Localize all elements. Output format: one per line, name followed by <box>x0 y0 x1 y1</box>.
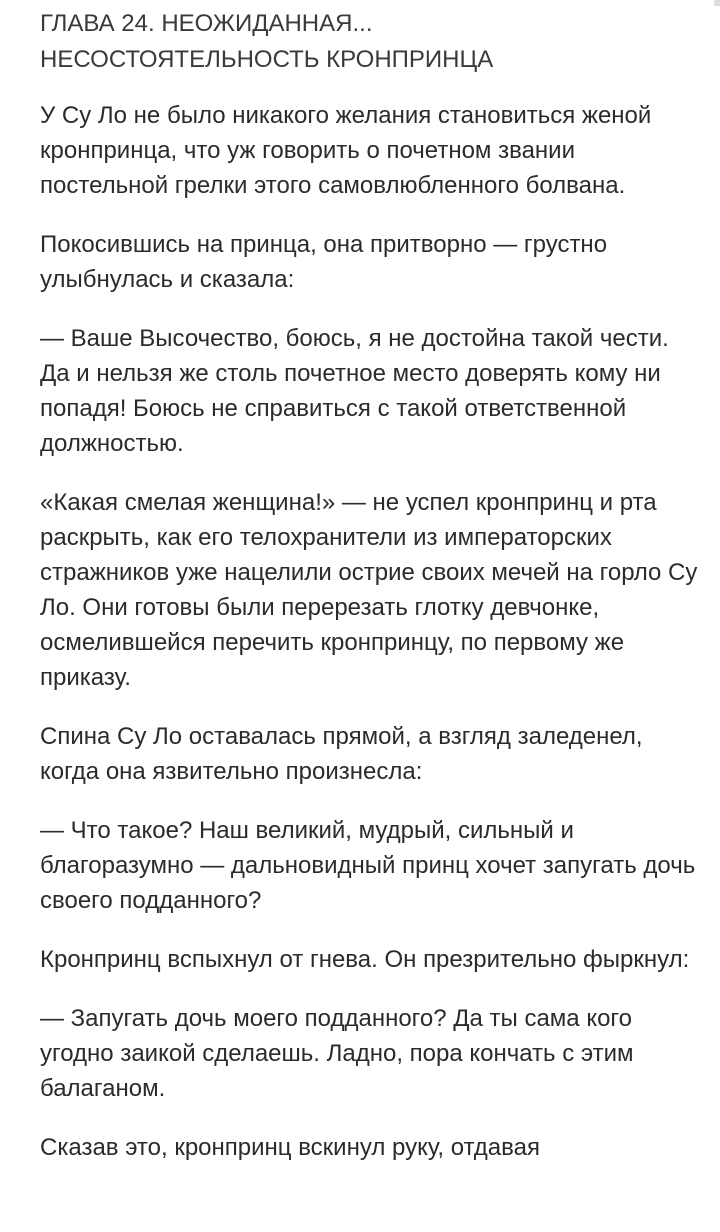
reader-page <box>40 0 700 1189</box>
paragraph: — Что такое? Наш великий, мудрый, сильный и благоразумно — дальновидный принц хочет запугать дочь своего подданного? <box>40 817 696 914</box>
paragraph: У Су Ло не было никакого желания становиться женой кронпринца, что уж говорить о почетном звании постельной грелки этого самовлюбленного болвана. <box>40 102 652 199</box>
paragraph: Сказав это, кронпринц вскинул руку, отдавая <box>40 1134 540 1161</box>
paragraph: — Ваше Высочество, боюсь, я не достойна такой чести. Да и нельзя же столь почетное место доверять кому ни попадя! Боюсь не справиться с такой ответственной должностью. <box>40 325 669 457</box>
chapter-title <box>40 0 700 78</box>
chapter-title-line-1: ГЛАВА 24. НЕОЖИДАННАЯ... <box>40 10 373 37</box>
paragraph: Спина Су Ло оставалась прямой, а взгляд заледенел, когда она язвительно произнесла: <box>40 723 643 785</box>
corner-decoration <box>714 0 720 6</box>
chapter-text <box>40 98 700 1165</box>
paragraph: — Запугать дочь моего подданного? Да ты сама кого угодно заикой сделаешь. Ладно, пора кончать с этим балаганом. <box>40 1005 634 1102</box>
paragraph: Покосившись на принца, она притворно — грустно улыбнулась и сказала: <box>40 231 608 293</box>
chapter-title-line-2: НЕСОСТОЯТЕЛЬНОСТЬ КРОНПРИНЦА <box>40 46 494 73</box>
paragraph: «Какая смелая женщина!» — не успел кронпринц и рта раскрыть, как его телохранители из императорских стражников уже нацелили острие своих мечей на горло Су Ло. Они готовы были перерезать глотку девчонке, осмелившейся перечить кронпринцу, по первому же приказу. <box>40 489 698 691</box>
paragraph: Кронпринц вспыхнул от гнева. Он презрительно фыркнул: <box>40 946 690 973</box>
